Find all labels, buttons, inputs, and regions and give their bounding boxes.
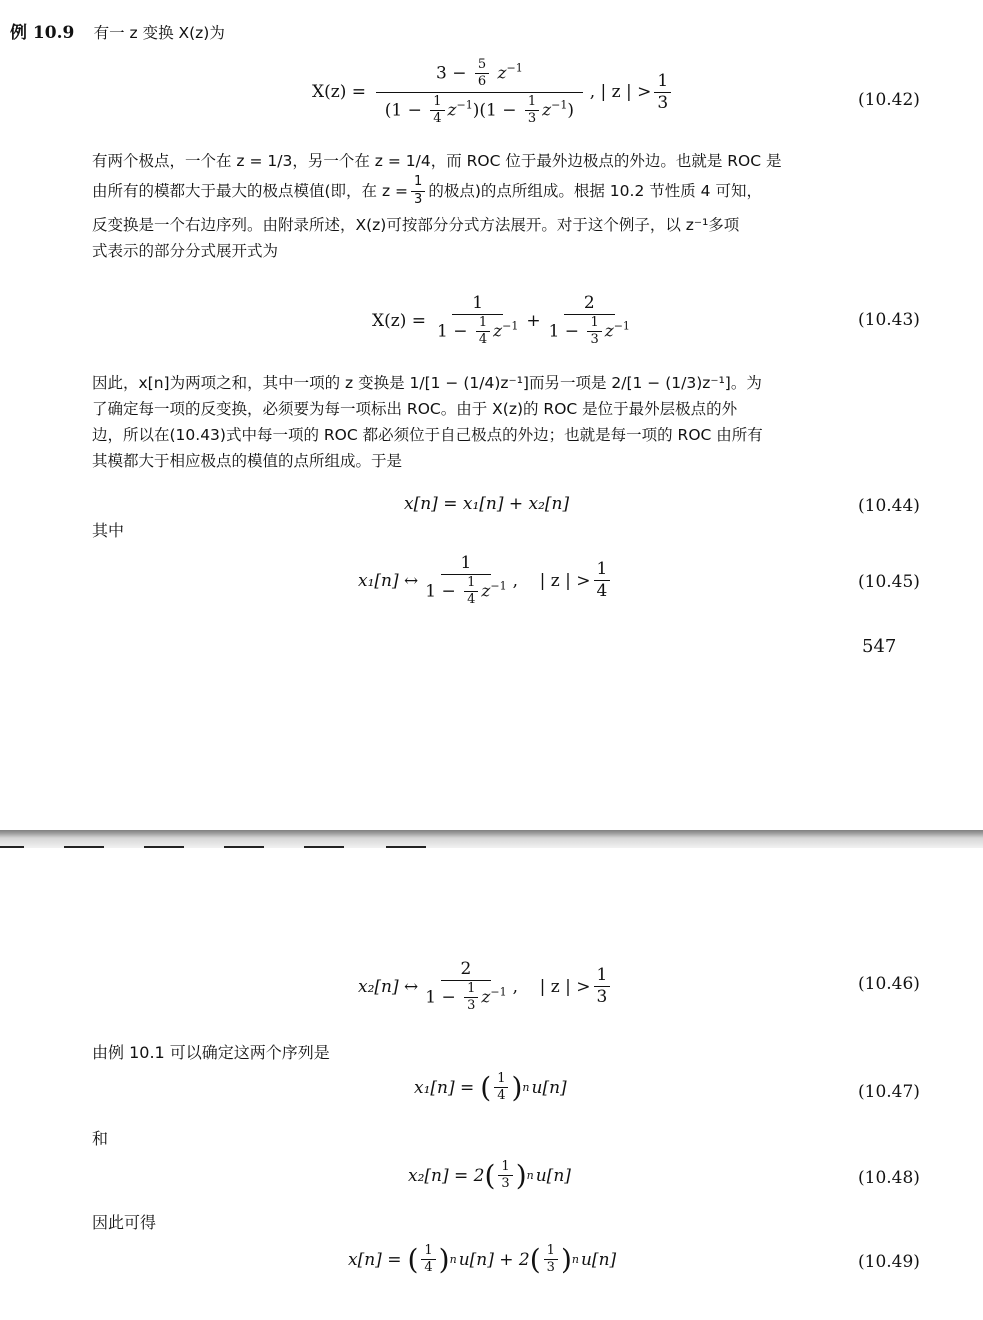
den-part: 1 −	[425, 580, 456, 601]
example-intro: 有一 z 变换 X(z)为	[93, 24, 225, 42]
equation-number: (10.45)	[858, 572, 920, 592]
exponent: n	[526, 1169, 534, 1183]
roc-fraction	[654, 72, 671, 112]
frac-den: 3	[501, 1176, 510, 1192]
frac-num: 1	[544, 1244, 558, 1260]
frac-num: 1	[476, 316, 490, 332]
close-paren: )	[511, 1070, 523, 1104]
equation-10-46	[358, 960, 613, 1013]
inline-fraction	[411, 175, 425, 207]
den-part: 1 −	[436, 320, 468, 341]
numerator	[376, 58, 583, 93]
exponent: n	[449, 1253, 457, 1267]
plus-sign: +	[526, 310, 541, 331]
exponent: −1	[506, 61, 523, 75]
base-fraction	[498, 1160, 512, 1192]
frac-num: 1	[594, 560, 611, 581]
frac-den: 3	[596, 987, 608, 1008]
small-fraction	[464, 576, 478, 608]
small-fraction	[587, 316, 601, 348]
text-line	[92, 174, 932, 208]
eq-lhs: x₁[n] =	[414, 1077, 475, 1098]
eq-lhs: x₁[n] ↔	[358, 570, 419, 591]
frac-den: 4	[596, 581, 608, 602]
open-paren: (	[407, 1242, 419, 1276]
frac-num: 1	[430, 95, 444, 111]
base-fraction	[421, 1244, 435, 1276]
equation-10-45	[358, 554, 613, 607]
frac-den	[434, 315, 521, 348]
frac-num: 1	[411, 175, 425, 191]
equation-10-42	[312, 58, 674, 126]
equation-number: (10.46)	[858, 974, 920, 994]
close-paren: )	[438, 1242, 450, 1276]
base-fraction	[494, 1072, 508, 1104]
frac-num: 1	[464, 576, 478, 592]
frac-den: 3	[414, 191, 423, 207]
eq-lhs: X(z) =	[312, 82, 366, 103]
example-label: 例 10.9	[10, 23, 75, 43]
text-line: 了确定每一项的反变换，必须要为每一项标出 ROC。由于 X(z)的 ROC 是位于最外层极点的外	[92, 400, 738, 418]
z-var: z	[447, 99, 457, 120]
paragraph-poles	[92, 148, 932, 264]
den-part: 1 −	[425, 986, 456, 1007]
frac-den: 4	[424, 1260, 433, 1276]
frac-den: 4	[478, 331, 488, 347]
equation-10-48	[408, 1160, 571, 1192]
unit-step: u[n]	[531, 1077, 567, 1098]
den-fraction-2	[525, 95, 539, 127]
text-line: 和	[92, 1129, 109, 1148]
z-var: z	[481, 986, 491, 1007]
text-line: 其模都大于相应极点的模值的点所组成。于是	[92, 452, 403, 470]
den-part: )	[567, 99, 574, 120]
exponent: n	[522, 1081, 530, 1095]
roc-condition: , | z | >	[512, 976, 591, 997]
frac-num: 2	[564, 294, 615, 315]
base-fraction	[544, 1244, 558, 1276]
open-paren: (	[484, 1158, 496, 1192]
exponent: −1	[502, 318, 519, 332]
text-line: 式表示的部分分式展开式为	[92, 242, 279, 260]
z-var: z	[497, 63, 507, 84]
equation-10-47	[414, 1072, 567, 1104]
frac-den: 4	[467, 591, 476, 607]
equation-10-43	[372, 294, 636, 347]
frac-num: 1	[421, 1244, 435, 1260]
frac-den: 3	[467, 997, 476, 1013]
text-line: 因此，x[n]为两项之和，其中一项的 z 变换是 1/[1 − (1/4)z⁻¹]而另一项是 2/[1 − (1/3)z⁻¹]。为	[92, 374, 762, 392]
eq-lhs: x₂[n] ↔	[358, 976, 419, 997]
paragraph-roc	[92, 370, 932, 474]
page-548	[0, 848, 983, 1320]
roc-condition: , | z | >	[512, 570, 591, 591]
eq-lhs: x[n] =	[348, 1249, 402, 1270]
frac-den: 4	[433, 110, 442, 126]
den-part: 1 −	[548, 320, 580, 341]
frac-den: 3	[590, 331, 599, 347]
exponent: −1	[456, 97, 473, 111]
unit-step: u[n]	[580, 1249, 617, 1270]
equation-number: (10.43)	[858, 310, 920, 330]
equation-10-44: x[n] = x₁[n] + x₂[n]	[404, 494, 570, 514]
z-var: z	[542, 99, 552, 120]
frac-num: 1	[498, 1160, 512, 1176]
frac-num: 1	[452, 294, 503, 315]
open-paren: (	[480, 1070, 492, 1104]
den-part: (1 −	[384, 99, 422, 120]
den-fraction-1	[430, 95, 444, 127]
num-fraction	[475, 58, 489, 90]
equation-10-49	[348, 1244, 616, 1276]
example-heading	[10, 18, 225, 43]
frac-den: 3	[657, 92, 669, 113]
exponent: −1	[490, 578, 507, 592]
frac-num: 1	[441, 554, 492, 575]
den-part: )(1 −	[472, 99, 517, 120]
open-paren: (	[529, 1242, 541, 1276]
equation-number: (10.48)	[858, 1168, 920, 1188]
frac-den	[422, 981, 509, 1014]
frac-num: 1	[594, 966, 611, 987]
close-paren: )	[515, 1158, 527, 1192]
frac-num: 5	[475, 58, 489, 74]
frac-den: 6	[477, 74, 487, 90]
num-lead: 3 −	[435, 63, 467, 84]
text-span: 的极点)的点所组成。根据 10.2 节性质 4 可知，	[428, 182, 762, 200]
frac-num: 1	[587, 316, 601, 332]
frac-num: 1	[464, 982, 478, 998]
frac-num: 1	[654, 72, 671, 93]
z-var: z	[481, 580, 491, 601]
frac-den	[422, 575, 509, 608]
text-line: 边，所以在(10.43)式中每一项的 ROC 都必须位于自己极点的外边；也就是每一项的 ROC 由所有	[92, 426, 763, 444]
term-fraction	[422, 960, 509, 1013]
unit-step: u[n]	[535, 1165, 571, 1186]
eq-middle: u[n] + 2	[458, 1249, 530, 1270]
equation-number: (10.42)	[858, 90, 920, 110]
eq-lhs: X(z) =	[372, 310, 426, 331]
denominator	[382, 93, 577, 127]
roc-condition: , | z | >	[589, 82, 652, 103]
equation-number: (10.49)	[858, 1252, 920, 1272]
z-var: z	[604, 320, 614, 341]
term-fraction	[422, 554, 509, 607]
frac-den: 3	[527, 110, 537, 126]
eq-lhs: x₂[n] = 2	[408, 1165, 485, 1186]
frac-den: 3	[546, 1260, 555, 1276]
small-fraction	[476, 316, 490, 348]
term-2	[546, 294, 633, 347]
text-line: 因此可得	[92, 1213, 157, 1232]
frac-den	[546, 315, 633, 348]
frac-num: 1	[494, 1072, 508, 1088]
frac-num: 2	[441, 960, 492, 981]
text-line: 有两个极点，一个在 z = 1/3，另一个在 z = 1/4，而 ROC 位于最外边极点的外边。也就是 ROC 是	[92, 152, 782, 170]
roc-fraction	[594, 560, 611, 600]
close-paren: )	[560, 1242, 572, 1276]
z-var: z	[493, 320, 503, 341]
exponent: −1	[613, 318, 630, 332]
equation-number: (10.47)	[858, 1082, 920, 1102]
exponent: −1	[551, 97, 568, 111]
frac-den: 4	[497, 1088, 506, 1104]
page-number: 547	[862, 636, 897, 657]
small-fraction	[464, 982, 478, 1014]
exponent: n	[571, 1253, 579, 1267]
text-line: 反变换是一个右边序列。由附录所述，X(z)可按部分分式方法展开。对于这个例子，以 z⁻¹多项	[92, 216, 740, 234]
term-1	[434, 294, 521, 347]
where-label: 其中	[92, 521, 125, 540]
equation-number: (10.44)	[858, 496, 920, 516]
roc-fraction	[594, 966, 611, 1006]
exponent: −1	[490, 984, 507, 998]
frac-num: 1	[525, 95, 539, 111]
text-span: 由所有的模都大于最大的极点模值(即，在 z =	[92, 182, 409, 200]
text-line: 由例 10.1 可以确定这两个序列是	[92, 1043, 330, 1062]
main-fraction	[376, 58, 583, 126]
